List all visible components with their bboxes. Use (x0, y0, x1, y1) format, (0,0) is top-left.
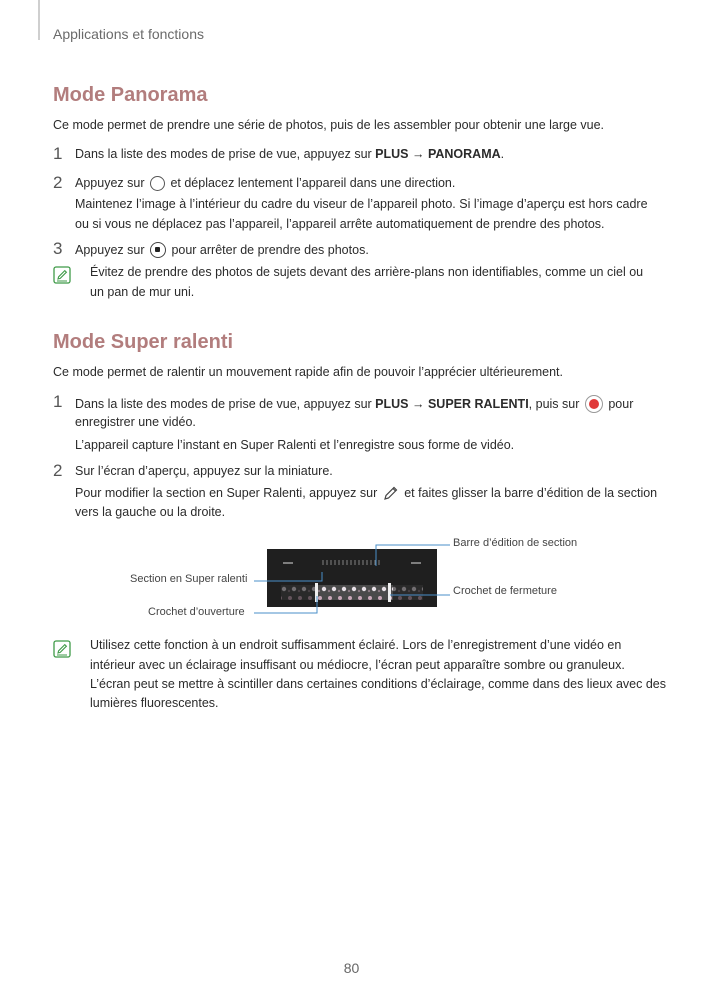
step-number: 1 (53, 392, 63, 411)
slowmo-step1-line2: enregistrer une vidéo. (75, 415, 196, 429)
menu-plus-label: PLUS (375, 147, 409, 161)
menu-super-slowmo-label: SUPER RALENTI (427, 397, 529, 411)
step-number: 2 (53, 173, 63, 192)
arrow-text: → (408, 147, 428, 161)
step-number: 3 (53, 239, 63, 258)
slowmo-intro: Ce mode permet de ralentir un mouvement rapide afin de pouvoir l’apprécier ultérieurement. (53, 365, 563, 379)
text-fragment: Dans la liste des modes de prise de vue, appuyez sur (75, 147, 376, 161)
page-header: Applications et fonctions (53, 26, 204, 42)
text-fragment: Appuyez sur (75, 243, 148, 257)
slowmo-step2-line3: vers la gauche ou la droite. (75, 505, 226, 519)
menu-panorama-label: PANORAMA (427, 147, 501, 161)
slowmo-note-line1: Utilisez cette fonction à un endroit suffisamment éclairé. Lors de l’enregistrement d’une vidéo en (90, 638, 622, 652)
text-fragment: Dans la liste des modes de prise de vue, appuyez sur (75, 397, 376, 411)
panorama-intro: Ce mode permet de prendre une série de photos, puis de les assembler pour obtenir une large vue. (53, 118, 605, 132)
arrow-text: → (408, 397, 428, 411)
panorama-note-line2: un pan de mur uni. (90, 285, 195, 299)
label-edit-bar: Barre d’édition de section (453, 537, 578, 549)
text-fragment: pour arrêter de prendre des photos. (167, 243, 369, 257)
note-icon (53, 640, 71, 658)
label-slowmo-section: Section en Super ralenti (130, 573, 248, 585)
slowmo-note-line4: lumières fluorescentes. (90, 696, 219, 710)
text-fragment: , puis sur (528, 397, 583, 411)
label-open-bracket: Crochet d’ouverture (148, 606, 245, 618)
menu-plus-label: PLUS (375, 397, 409, 411)
text-fragment: Pour modifier la section en Super Ralenti, appuyez sur (75, 486, 381, 500)
step-number: 1 (53, 144, 63, 163)
section-title-super-slowmo: Mode Super ralenti (53, 331, 234, 353)
page-number: 80 (343, 960, 360, 976)
slowmo-step1-line3: L’appareil capture l’instant en Super Ralenti et l’enregistre sous forme de vidéo. (75, 438, 515, 452)
panorama-step2-line2: Maintenez l’image à l’intérieur du cadre du viseur de l’appareil photo. Si l’image d’aperçu est hors cadre (75, 197, 648, 211)
text-fragment: et faites glisser la barre d’édition de la section (400, 486, 658, 500)
slowmo-note-line2: intérieur avec un éclairage insuffisant ou médiocre, l’écran peut apparaître sombre ou granuleux. (90, 658, 625, 672)
step-number: 2 (53, 461, 63, 480)
panorama-step2-line3: ou si vous ne déplacez pas l’appareil, l’appareil arrête automatiquement de prendre des photos. (75, 217, 605, 231)
slowmo-step2-line1: Sur l’écran d’aperçu, appuyez sur la miniature. (75, 464, 333, 478)
panorama-note-line1: Évitez de prendre des photos de sujets devant des arrière-plans non identifiables, comme un ciel ou (90, 265, 644, 279)
label-close-bracket: Crochet de fermeture (453, 585, 557, 597)
text-fragment: . (500, 147, 505, 161)
section-title-panorama: Mode Panorama (53, 84, 208, 106)
text-fragment: Appuyez sur (75, 176, 148, 190)
text-fragment: et déplacez lentement l’appareil dans une direction. (166, 176, 456, 190)
slowmo-note-line3: L’écran peut se mettre à scintiller dans certaines conditions d’éclairage, comme dans des lieux avec des (90, 677, 667, 691)
text-fragment: pour (604, 397, 634, 411)
